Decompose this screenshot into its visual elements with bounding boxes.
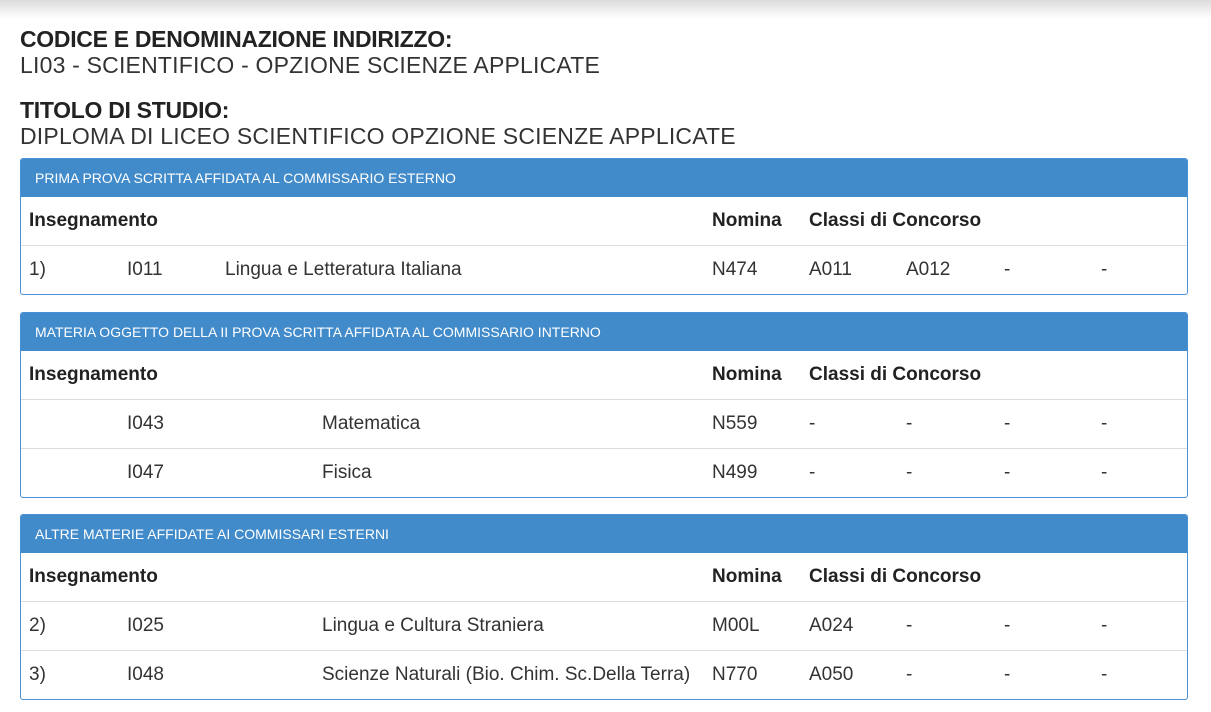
classe-concorso-1: A024 <box>809 615 854 636</box>
table-row <box>21 449 1187 497</box>
subject-code: I047 <box>127 462 164 483</box>
nomina-code: M00L <box>712 615 760 636</box>
panel-title: ALTRE MATERIE AFFIDATE AI COMMISSARI ESTERNI <box>21 515 1187 553</box>
column-header-insegnamento: Insegnamento <box>29 566 158 587</box>
table-header-row <box>21 351 1187 400</box>
subject-name: Lingua e Letteratura Italiana <box>225 259 462 280</box>
panel-title: MATERIA OGGETTO DELLA II PROVA SCRITTA AFFIDATA AL COMMISSARIO INTERNO <box>21 313 1187 351</box>
classe-concorso-1: A050 <box>809 664 854 685</box>
classe-concorso-2: A012 <box>906 259 951 280</box>
column-header-nomina: Nomina <box>712 210 782 231</box>
title-heading: TITOLO DI STUDIO: <box>20 97 230 123</box>
classe-concorso-3: - <box>1004 615 1011 636</box>
table-row <box>21 400 1187 449</box>
table-header-row <box>21 197 1187 246</box>
classe-concorso-2: - <box>906 462 913 483</box>
nomina-code: N770 <box>712 664 758 685</box>
column-header-classi: Classi di Concorso <box>809 210 982 231</box>
classe-concorso-1: - <box>809 413 816 434</box>
classe-concorso-4: - <box>1101 259 1108 280</box>
table-row <box>21 651 1187 699</box>
subject-name: Lingua e Cultura Straniera <box>322 615 544 636</box>
subject-code: I043 <box>127 413 164 434</box>
classe-concorso-1: - <box>809 462 816 483</box>
classe-concorso-3: - <box>1004 259 1011 280</box>
top-shadow-bar <box>0 0 1211 18</box>
panel-prima-prova <box>20 158 1188 295</box>
row-number: 1) <box>29 259 46 280</box>
classe-concorso-4: - <box>1101 664 1108 685</box>
classe-concorso-1: A011 <box>809 259 852 280</box>
code-value: LI03 - SCIENTIFICO - OPZIONE SCIENZE APPLICATE <box>20 52 601 78</box>
classe-concorso-4: - <box>1101 462 1108 483</box>
classe-concorso-2: - <box>906 413 913 434</box>
nomina-code: N499 <box>712 462 758 483</box>
classe-concorso-3: - <box>1004 664 1011 685</box>
column-header-classi: Classi di Concorso <box>809 566 982 587</box>
subject-name: Matematica <box>322 413 421 434</box>
subject-name: Scienze Naturali (Bio. Chim. Sc.Della Terra) <box>322 664 691 685</box>
subject-name: Fisica <box>322 462 372 483</box>
panel-title: PRIMA PROVA SCRITTA AFFIDATA AL COMMISSARIO ESTERNO <box>21 159 1187 197</box>
column-header-nomina: Nomina <box>712 364 782 385</box>
column-header-classi: Classi di Concorso <box>809 364 982 385</box>
table-row <box>21 246 1187 294</box>
panel-altre-materie <box>20 514 1188 700</box>
table-header-row <box>21 553 1187 602</box>
nomina-code: N559 <box>712 413 758 434</box>
classe-concorso-2: - <box>906 615 913 636</box>
subject-code: I025 <box>127 615 164 636</box>
classe-concorso-4: - <box>1101 413 1108 434</box>
row-number: 2) <box>29 615 46 636</box>
table-row <box>21 602 1187 651</box>
column-header-insegnamento: Insegnamento <box>29 364 158 385</box>
column-header-nomina: Nomina <box>712 566 782 587</box>
column-header-insegnamento: Insegnamento <box>29 210 158 231</box>
panel-seconda-prova <box>20 312 1188 498</box>
classe-concorso-2: - <box>906 664 913 685</box>
nomina-code: N474 <box>712 259 758 280</box>
subject-code: I048 <box>127 664 164 685</box>
row-number: 3) <box>29 664 46 685</box>
title-value: DIPLOMA DI LICEO SCIENTIFICO OPZIONE SCIENZE APPLICATE <box>20 123 736 149</box>
classe-concorso-3: - <box>1004 462 1011 483</box>
classe-concorso-3: - <box>1004 413 1011 434</box>
code-heading: CODICE E DENOMINAZIONE INDIRIZZO: <box>20 26 453 52</box>
classe-concorso-4: - <box>1101 615 1108 636</box>
subject-code: I011 <box>127 259 163 280</box>
